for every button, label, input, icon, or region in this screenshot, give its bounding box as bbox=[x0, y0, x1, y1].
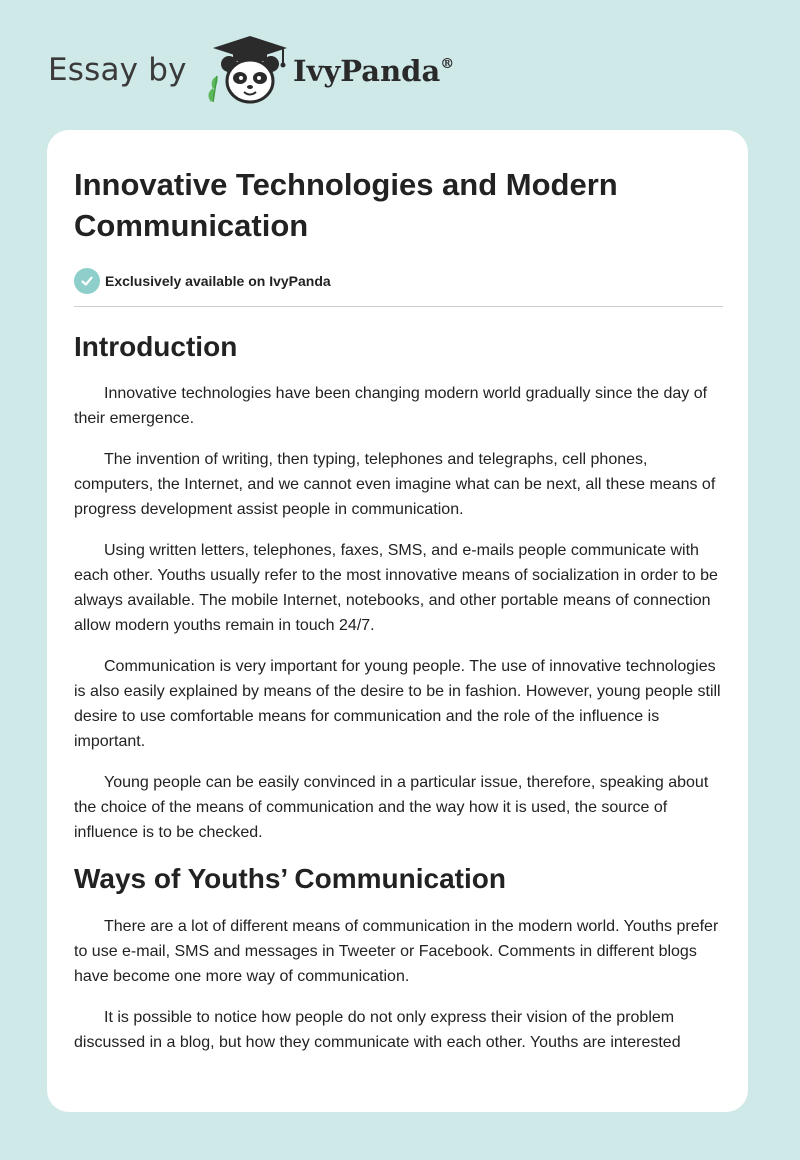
paragraph: Innovative technologies have been changing modern world gradually since the day of their emergence. bbox=[74, 385, 708, 427]
paragraph: There are a lot of different means of communication in the modern world. Youths prefer to use e-mail, SMS and messages in Tweeter or Facebook. Comments in different blogs have become one more way of communication. bbox=[74, 918, 719, 985]
section-heading-introduction: Introduction bbox=[74, 331, 238, 362]
check-icon bbox=[74, 268, 100, 294]
title-divider bbox=[74, 306, 723, 307]
section-heading-ways-of-communication: Ways of Youths’ Communication bbox=[74, 863, 506, 894]
exclusive-label: Exclusively available on IvyPanda bbox=[105, 272, 331, 289]
paragraph: Young people can be easily convinced in a particular issue, therefore, speaking about the choice of the means of communication and the way how it is used, the source of influence is to be checked. bbox=[74, 774, 709, 841]
paragraph: It is possible to notice how people do not only express their vision of the problem discussed in a blog, but how they communicate with each other. Youths are interested bbox=[74, 1009, 681, 1051]
exclusive-badge bbox=[74, 267, 723, 294]
ivypanda-logo-icon[interactable] bbox=[203, 34, 298, 109]
essay-content bbox=[74, 164, 723, 1071]
essay-by-label: Essay by bbox=[48, 52, 187, 88]
brand-name[interactable] bbox=[293, 54, 454, 88]
brand-text: IvyPanda bbox=[293, 54, 441, 88]
essay-card bbox=[47, 130, 748, 1112]
paragraph: Communication is very important for young people. The use of innovative technologies is also easily explained by means of the desire to be in fashion. However, young people still desire to use comfortable means for communication and the role of the influence is important. bbox=[74, 658, 721, 750]
site-header bbox=[48, 34, 508, 114]
paragraph: The invention of writing, then typing, telephones and telegraphs, cell phones, computers, the Internet, and we cannot even imagine what can be next, all these means of progress development assist people in communication. bbox=[74, 451, 716, 518]
paragraph: Using written letters, telephones, faxes, SMS, and e-mails people communicate with each other. Youths usually refer to the most innovative means of socialization in order to be always available. The mobile Internet, notebooks, and other portable means of connection allow modern youths remain in touch 24/7. bbox=[74, 542, 718, 634]
registered-mark: ® bbox=[440, 56, 455, 72]
essay-title: Innovative Technologies and Modern Communication bbox=[74, 167, 618, 243]
